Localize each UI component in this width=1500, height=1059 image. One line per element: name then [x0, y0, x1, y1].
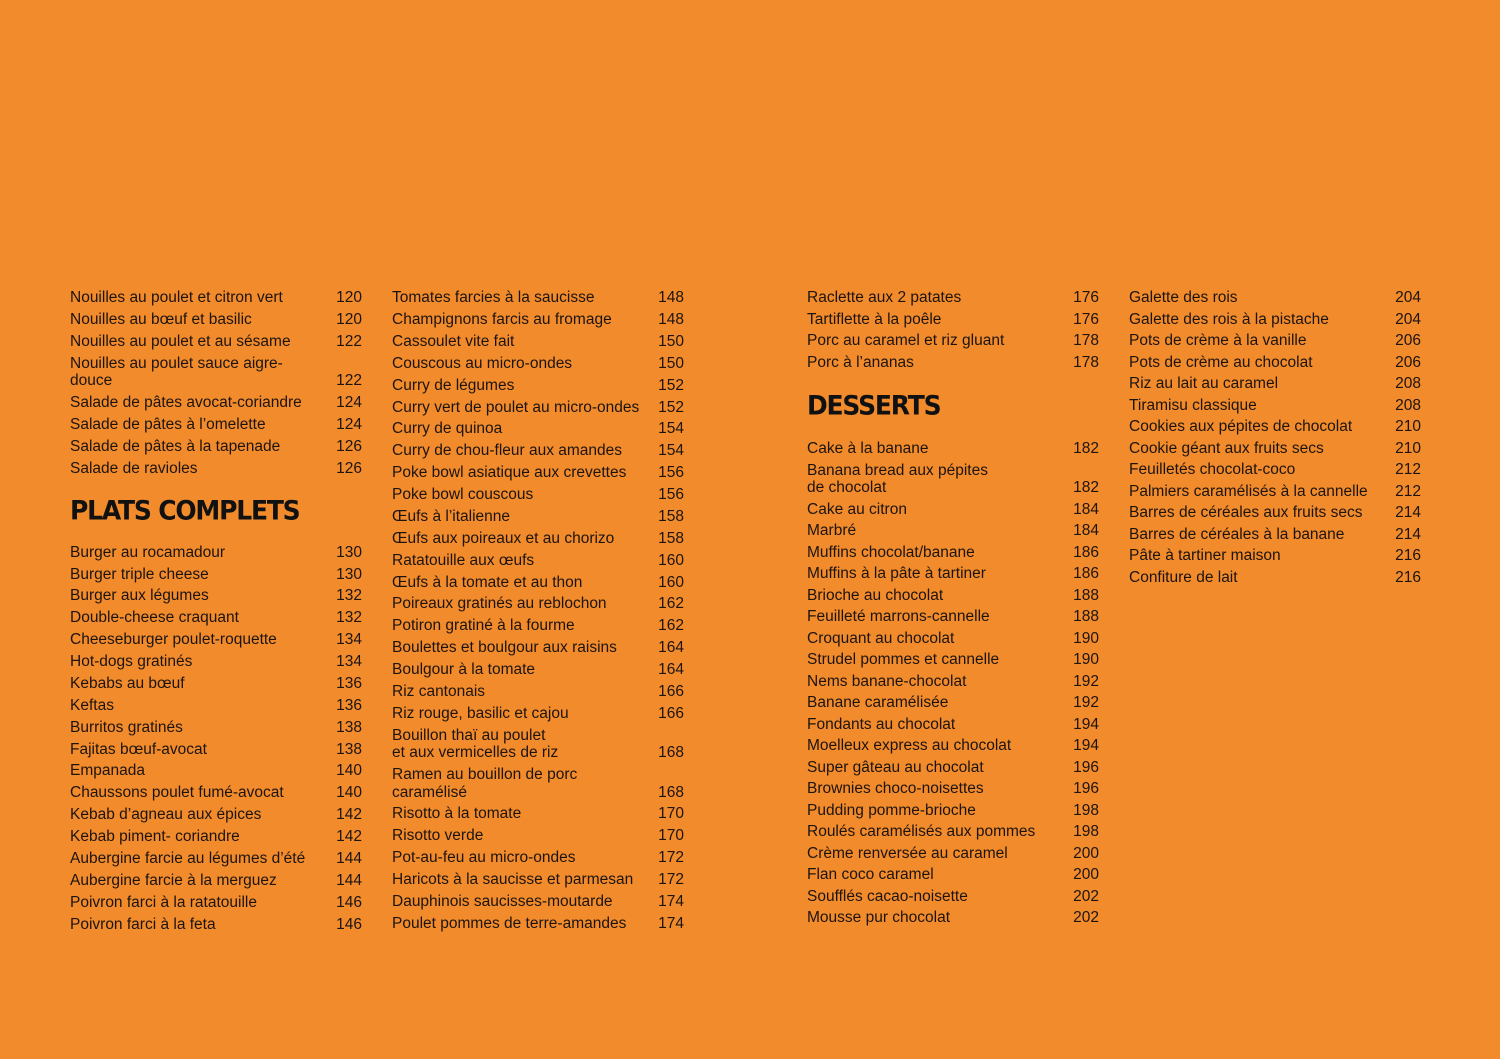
toc-entry	[807, 542, 1099, 564]
recipe-title: Cookies aux pépites de chocolat	[1129, 418, 1353, 435]
recipe-title: Riz rouge, basilic et cajou	[392, 704, 569, 722]
page-number: 176	[1073, 310, 1099, 328]
toc-entry	[1129, 545, 1421, 567]
page-number: 156	[658, 464, 684, 482]
page-number: 184	[1073, 522, 1099, 539]
page-number: 146	[336, 915, 362, 933]
toc-entry	[807, 821, 1099, 843]
page-number: 216	[1395, 547, 1421, 564]
page-number: 216	[1395, 568, 1421, 586]
toc-entry	[392, 418, 684, 440]
recipe-title: Aubergine farcie au légumes d’été	[70, 849, 306, 867]
recipe-title: Keftas	[70, 696, 114, 714]
toc-entry	[70, 542, 362, 564]
toc-entry	[807, 628, 1099, 650]
recipe-title: Cheeseburger poulet-roquette	[70, 631, 277, 649]
page-number: 196	[1073, 780, 1099, 797]
toc-entry	[70, 458, 362, 480]
page-number: 202	[1073, 887, 1099, 905]
page-number: 138	[336, 718, 362, 736]
toc-entry	[70, 760, 362, 782]
recipe-title: Curry de chou-fleur aux amandes	[392, 442, 623, 460]
page-number: 152	[658, 398, 684, 416]
page-number: 164	[658, 639, 684, 657]
toc-entry	[392, 550, 684, 572]
recipe-title: Aubergine farcie à la merguez	[70, 871, 277, 889]
page-number: 190	[1073, 651, 1099, 668]
toc-entry	[392, 913, 684, 935]
page-number: 130	[336, 543, 362, 561]
toc-entry	[392, 764, 684, 803]
toc-entry	[70, 913, 362, 935]
page-number: 124	[336, 416, 362, 434]
toc-entry	[392, 353, 684, 375]
toc-entry	[1129, 287, 1421, 309]
toc-entry	[392, 396, 684, 418]
recipe-title-line: Banana bread aux pépites	[807, 461, 988, 479]
toc-entry	[70, 695, 362, 717]
recipe-title: Hot-dogs gratinés	[70, 653, 193, 671]
recipe-title: Barres de céréales aux fruits secs	[1129, 504, 1363, 521]
page-number: 154	[658, 420, 684, 438]
page-number: 144	[336, 871, 362, 889]
toc-entry	[807, 606, 1099, 628]
toc-entry	[392, 847, 684, 869]
toc-entry	[70, 826, 362, 848]
toc-entry	[70, 870, 362, 892]
recipe-title: Mousse pur chocolat	[807, 909, 951, 926]
recipe-title: Œufs aux poireaux et au chorizo	[392, 529, 615, 547]
recipe-title: Burritos gratinés	[70, 718, 183, 736]
toc-entry	[1129, 502, 1421, 524]
page-number: 132	[336, 609, 362, 627]
recipe-title: Porc à l’ananas	[807, 353, 914, 371]
page-number: 122	[336, 332, 362, 350]
page-number: 178	[1073, 353, 1099, 371]
recipe-title: Kebab d’agneau aux épices	[70, 806, 262, 824]
page-number: 208	[1395, 396, 1421, 414]
toc-entry	[70, 309, 362, 331]
toc-entry	[392, 571, 684, 593]
recipe-title: Œufs à l’italienne	[392, 507, 511, 525]
recipe-title: Empanada	[70, 762, 145, 780]
toc-entry	[807, 692, 1099, 714]
toc-entry	[392, 462, 684, 484]
toc-entry	[1129, 352, 1421, 374]
recipe-title: Strudel pommes et cannelle	[807, 651, 1000, 668]
toc-entry	[1129, 330, 1421, 352]
recipe-title	[807, 462, 1071, 497]
recipe-title: Pots de crème à la vanille	[1129, 332, 1307, 349]
recipe-title: Riz cantonais	[392, 682, 486, 700]
toc-entry	[807, 886, 1099, 908]
page-number: 134	[336, 631, 362, 649]
page-number: 142	[336, 806, 362, 824]
toc-entry	[807, 864, 1099, 886]
toc-entry	[70, 585, 362, 607]
recipe-title-line: et aux vermicelles de riz	[392, 744, 559, 762]
recipe-title	[392, 766, 656, 801]
toc-entry	[70, 892, 362, 914]
recipe-title-line: Bouillon thaï au poulet	[392, 726, 546, 744]
recipe-title: Barres de céréales à la banane	[1129, 525, 1345, 543]
toc-entry	[1129, 481, 1421, 503]
toc-entry	[1129, 416, 1421, 438]
page-number: 158	[658, 507, 684, 525]
toc-entry	[70, 353, 362, 392]
page-number: 126	[336, 459, 362, 477]
toc-entry	[70, 607, 362, 629]
toc-entry	[70, 331, 362, 353]
page-number: 140	[336, 784, 362, 802]
recipe-title: Burger au rocamadour	[70, 543, 226, 561]
recipe-title: Ratatouille aux œufs	[392, 551, 535, 569]
recipe-title: Nouilles au poulet sauce aigre-douce	[70, 354, 283, 390]
page-number: 158	[658, 529, 684, 547]
recipe-title: Poivron farci à la feta	[70, 915, 216, 933]
toc-entry	[392, 825, 684, 847]
page-number: 174	[658, 892, 684, 910]
toc-entry	[70, 287, 362, 309]
toc-entry	[1129, 524, 1421, 546]
page-number: 214	[1395, 525, 1421, 543]
toc-entry	[807, 778, 1099, 800]
page-number: 164	[658, 661, 684, 679]
recipe-title: Burger triple cheese	[70, 565, 209, 583]
page-number: 138	[336, 740, 362, 758]
section-heading: DESSERTS	[807, 389, 941, 422]
page-number: 172	[658, 849, 684, 867]
recipe-title: Boulettes et boulgour aux raisins	[392, 639, 617, 657]
page-number: 162	[658, 617, 684, 635]
recipe-title: Galette des rois à la pistache	[1129, 310, 1329, 328]
toc-column-3	[807, 287, 1099, 929]
page-number: 192	[1073, 672, 1099, 690]
recipe-title: Flan coco caramel	[807, 866, 934, 883]
page-number: 168	[658, 783, 684, 801]
page-number: 200	[1073, 866, 1099, 883]
page-number: 150	[658, 354, 684, 372]
toc-entry	[392, 891, 684, 913]
toc-entry	[807, 735, 1099, 757]
page-number: 198	[1073, 801, 1099, 819]
recipe-title: Cassoulet vite fait	[392, 332, 515, 350]
recipe-title: Boulgour à la tomate	[392, 661, 536, 679]
recipe-title: Fajitas bœuf-avocat	[70, 740, 207, 758]
page-number: 204	[1395, 310, 1421, 328]
toc-entry	[807, 499, 1099, 521]
recipe-title: Palmiers caramélisés à la cannelle	[1129, 482, 1368, 500]
recipe-title: Nouilles au bœuf et basilic	[70, 311, 252, 329]
toc-entry	[392, 615, 684, 637]
recipe-title: Marbré	[807, 522, 857, 539]
recipe-title: Croquant au chocolat	[807, 629, 955, 647]
page-number: 166	[658, 704, 684, 722]
toc-column-2	[392, 287, 684, 935]
page-number: 206	[1395, 353, 1421, 371]
toc-entry	[807, 800, 1099, 822]
recipe-title: Risotto verde	[392, 827, 484, 845]
page-number: 130	[336, 565, 362, 583]
toc-column-4	[1129, 287, 1421, 588]
toc-entry	[70, 848, 362, 870]
toc-entry	[392, 287, 684, 309]
recipe-title: Nouilles au poulet et au sésame	[70, 332, 291, 350]
recipe-title: Potiron gratiné à la fourme	[392, 617, 575, 635]
page-number: 184	[1073, 500, 1099, 518]
page-number: 152	[658, 376, 684, 394]
recipe-title-line: caramélisé	[392, 783, 467, 801]
recipe-title: Burger aux légumes	[70, 587, 209, 605]
recipe-title: Salade de pâtes à l’omelette	[70, 416, 266, 434]
recipe-title: Kebab piment- coriandre	[70, 828, 240, 846]
toc-entry	[392, 506, 684, 528]
toc-column-1	[70, 287, 362, 935]
page-number: 192	[1073, 694, 1099, 711]
toc-entry	[392, 703, 684, 725]
toc-entry	[392, 869, 684, 891]
page-number: 168	[658, 744, 684, 762]
toc-entry	[392, 331, 684, 353]
page-number: 156	[658, 486, 684, 504]
recipe-title: Soufflés cacao-noisette	[807, 887, 968, 905]
recipe-title: Cake au citron	[807, 500, 907, 518]
page-number: 142	[336, 828, 362, 846]
toc-entry	[392, 659, 684, 681]
recipe-title: Curry vert de poulet au micro-ondes	[392, 398, 640, 416]
recipe-title: Brioche au chocolat	[807, 586, 944, 604]
recipe-title: Banane caramélisée	[807, 694, 949, 711]
toc-entry	[807, 649, 1099, 671]
toc-entry	[70, 392, 362, 414]
recipe-title: Galette des rois	[1129, 289, 1238, 306]
toc-entry	[70, 738, 362, 760]
recipe-title: Poke bowl couscous	[392, 486, 534, 504]
recipe-title: Risotto à la tomate	[392, 805, 522, 823]
recipe-title: Couscous au micro-ondes	[392, 354, 573, 372]
toc-entry	[807, 352, 1099, 374]
recipe-title: Muffins à la pâte à tartiner	[807, 565, 986, 582]
recipe-title: Poulet pommes de terre-amandes	[392, 914, 627, 932]
recipe-title: Cake à la banane	[807, 440, 929, 457]
recipe-title: Salade de ravioles	[70, 459, 198, 477]
recipe-title: Pots de crème au chocolat	[1129, 353, 1313, 371]
page-number: 188	[1073, 608, 1099, 625]
toc-entry	[392, 528, 684, 550]
toc-entry	[807, 520, 1099, 542]
recipe-title: Brownies choco-noisettes	[807, 780, 984, 797]
recipe-title: Salade de pâtes avocat-coriandre	[70, 394, 302, 412]
recipe-title-line: de chocolat	[807, 479, 887, 496]
recipe-title-line: Ramen au bouillon de porc	[392, 766, 578, 784]
page-number: 210	[1395, 439, 1421, 457]
recipe-title: Riz au lait au caramel	[1129, 375, 1279, 392]
toc-entry	[70, 414, 362, 436]
recipe-title: Double-cheese craquant	[70, 609, 239, 627]
page-number: 178	[1073, 332, 1099, 349]
page-number: 182	[1073, 479, 1099, 496]
page-number: 146	[336, 893, 362, 911]
recipe-title: Poireaux gratinés au reblochon	[392, 595, 607, 613]
page-number: 170	[658, 827, 684, 845]
page-number: 188	[1073, 586, 1099, 604]
page-number: 208	[1395, 375, 1421, 392]
page-number: 194	[1073, 737, 1099, 754]
recipe-title: Feuilletés chocolat-coco	[1129, 461, 1296, 478]
page-number: 160	[658, 573, 684, 591]
recipe-title: Roulés caramélisés aux pommes	[807, 823, 1036, 840]
page-number: 214	[1395, 504, 1421, 521]
toc-entry	[392, 484, 684, 506]
toc-entry	[807, 563, 1099, 585]
toc-entry	[392, 637, 684, 659]
page-number: 186	[1073, 543, 1099, 561]
page-number: 172	[658, 871, 684, 889]
page-number: 196	[1073, 758, 1099, 776]
recipe-title: Porc au caramel et riz gluant	[807, 332, 1005, 349]
toc-entry	[807, 757, 1099, 779]
recipe-title: Pâte à tartiner maison	[1129, 547, 1281, 564]
recipe-title: Tiramisu classique	[1129, 396, 1257, 414]
recipe-title: Feuilleté marrons-cannelle	[807, 608, 990, 625]
recipe-title: Dauphinois saucisses-moutarde	[392, 892, 613, 910]
recipe-title: Muffins chocolat/banane	[807, 543, 975, 561]
recipe-title: Nems banane-chocolat	[807, 672, 967, 690]
toc-entry	[70, 651, 362, 673]
toc-entry	[807, 843, 1099, 865]
page-number: 182	[1073, 440, 1099, 457]
toc-entry	[807, 585, 1099, 607]
toc-entry	[392, 440, 684, 462]
toc-entry	[1129, 459, 1421, 481]
recipe-title: Super gâteau au chocolat	[807, 758, 984, 776]
page-number: 122	[336, 372, 362, 390]
page-number: 186	[1073, 565, 1099, 582]
toc-entry	[392, 309, 684, 331]
page-number: 202	[1073, 909, 1099, 926]
recipe-title: Champignons farcis au fromage	[392, 311, 612, 329]
recipe-title: Curry de légumes	[392, 376, 515, 394]
page-number: 204	[1395, 289, 1421, 306]
page-number: 148	[658, 289, 684, 307]
page-number: 126	[336, 437, 362, 455]
recipe-title: Nouilles au poulet et citron vert	[70, 289, 283, 307]
toc-entry	[1129, 438, 1421, 460]
page-number: 150	[658, 332, 684, 350]
page-number: 198	[1073, 823, 1099, 840]
recipe-title: Poivron farci à la ratatouille	[70, 893, 257, 911]
page-number: 162	[658, 595, 684, 613]
recipe-title: Confiture de lait	[1129, 568, 1238, 586]
recipe-title: Cookie géant aux fruits secs	[1129, 439, 1324, 457]
recipe-title: Tartiflette à la poêle	[807, 310, 942, 328]
recipe-title: Haricots à la saucisse et parmesan	[392, 871, 634, 889]
toc-entry	[807, 438, 1099, 460]
recipe-title: Tomates farcies à la saucisse	[392, 289, 595, 307]
recipe-title: Crème renversée au caramel	[807, 844, 1008, 862]
section-heading: PLATS COMPLETS	[70, 494, 300, 526]
page-number: 144	[336, 849, 362, 867]
page-number: 194	[1073, 715, 1099, 733]
toc-entry	[807, 671, 1099, 693]
page-number: 206	[1395, 332, 1421, 349]
page-number: 136	[336, 674, 362, 692]
recipe-title	[392, 727, 656, 762]
recipe-title: Moelleux express au chocolat	[807, 737, 1012, 754]
toc-entry	[70, 673, 362, 695]
recipe-title: Pudding pomme-brioche	[807, 801, 976, 819]
toc-entry	[807, 460, 1099, 499]
toc-entry	[392, 593, 684, 615]
page-number: 134	[336, 653, 362, 671]
page-number: 140	[336, 762, 362, 780]
toc-entry	[807, 309, 1099, 331]
page-number: 120	[336, 289, 362, 307]
page-number: 166	[658, 682, 684, 700]
recipe-title: Poke bowl asiatique aux crevettes	[392, 464, 627, 482]
toc-entry	[1129, 395, 1421, 417]
page-number: 132	[336, 587, 362, 605]
page-number: 124	[336, 394, 362, 412]
recipe-title: Chaussons poulet fumé-avocat	[70, 784, 284, 802]
toc-entry	[807, 714, 1099, 736]
page-number: 154	[658, 442, 684, 460]
page-number: 210	[1395, 418, 1421, 435]
page-number: 120	[336, 311, 362, 329]
recipe-title: Pot-au-feu au micro-ondes	[392, 849, 576, 867]
page-number: 174	[658, 914, 684, 932]
page-number: 190	[1073, 629, 1099, 647]
toc-entry	[392, 725, 684, 764]
toc-entry	[807, 287, 1099, 309]
page-number: 200	[1073, 844, 1099, 862]
toc-entry	[1129, 567, 1421, 589]
recipe-title: Œufs à la tomate et au thon	[392, 573, 583, 591]
toc-entry	[70, 436, 362, 458]
page-number: 160	[658, 551, 684, 569]
recipe-title: Curry de quinoa	[392, 420, 503, 438]
toc-entry	[392, 375, 684, 397]
recipe-title: Kebabs au bœuf	[70, 674, 185, 692]
recipe-title: Fondants au chocolat	[807, 715, 956, 733]
toc-entry	[392, 803, 684, 825]
toc-entry	[392, 681, 684, 703]
page-number: 212	[1395, 482, 1421, 500]
toc-entry	[70, 804, 362, 826]
toc-entry	[1129, 309, 1421, 331]
page-number: 170	[658, 805, 684, 823]
page-number: 136	[336, 696, 362, 714]
page-number: 148	[658, 311, 684, 329]
toc-entry	[70, 782, 362, 804]
toc-entry	[70, 563, 362, 585]
page-number: 212	[1395, 461, 1421, 478]
toc-entry	[807, 330, 1099, 352]
toc-entry	[70, 629, 362, 651]
toc-entry	[1129, 373, 1421, 395]
toc-entry	[807, 907, 1099, 929]
toc-entry	[70, 717, 362, 739]
page-number: 176	[1073, 289, 1099, 306]
recipe-title: Salade de pâtes à la tapenade	[70, 437, 281, 455]
recipe-title: Raclette aux 2 patates	[807, 289, 962, 306]
